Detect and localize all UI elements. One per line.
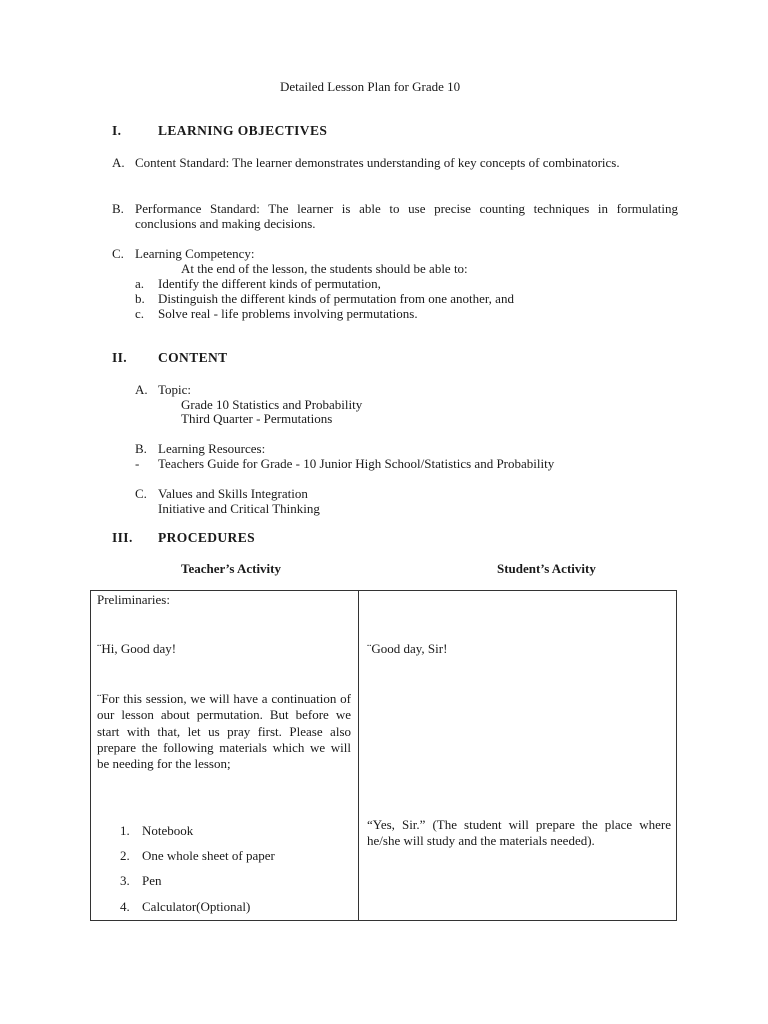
competency-item: Distinguish the different kinds of permutation from one another, and xyxy=(158,291,514,306)
section-heading-procedures: PROCEDURES xyxy=(158,530,256,545)
learning-resources-label: Learning Resources: xyxy=(158,441,266,456)
material-number: 3. xyxy=(120,873,130,888)
material-item: One whole sheet of paper xyxy=(142,848,275,863)
material-item: Notebook xyxy=(142,823,194,838)
student-response: “Yes, Sir.” (The student will prepare the place where he/she will study and the materials needed). xyxy=(367,817,671,849)
activity-table xyxy=(90,590,677,921)
material-number: 1. xyxy=(120,823,130,838)
content-b-marker: B. xyxy=(135,441,147,456)
topic-line-2: Third Quarter - Permutations xyxy=(181,411,333,426)
material-number: 2. xyxy=(120,848,130,863)
performance-standard-text: Performance Standard: The learner is able to use precise counting techniques in formulating conclusions and making decisions. xyxy=(135,201,678,231)
values-line: Initiative and Critical Thinking xyxy=(158,501,320,516)
content-c-marker: C. xyxy=(135,486,147,501)
preliminaries-label: Preliminaries: xyxy=(97,592,170,607)
student-greeting: ¨Good day, Sir! xyxy=(367,641,448,656)
objective-b-marker: B. xyxy=(112,201,124,216)
table-column-divider xyxy=(358,591,359,920)
teacher-session-text: ¨For this session, we will have a continuation of our lesson about permutation. But before we start with that, let us pray first. Please also prepare the following materials which we will be needing for the lesson; xyxy=(97,691,351,772)
topic-label: Topic: xyxy=(158,382,192,397)
competency-marker: a. xyxy=(135,276,145,291)
teacher-greeting: ¨Hi, Good day! xyxy=(97,641,177,656)
section-numeral-3: III. xyxy=(112,530,133,545)
topic-line-1: Grade 10 Statistics and Probability xyxy=(181,397,363,412)
material-number: 4. xyxy=(120,899,130,914)
objective-c-marker: C. xyxy=(112,246,124,261)
student-activity-header: Student’s Activity xyxy=(497,561,596,576)
section-heading-content: CONTENT xyxy=(158,350,228,365)
competency-item: Solve real - life problems involving permutations. xyxy=(158,306,418,321)
teacher-activity-header: Teacher’s Activity xyxy=(181,561,282,576)
values-label: Values and Skills Integration xyxy=(158,486,308,501)
resource-item: Teachers Guide for Grade - 10 Junior High School/Statistics and Probability xyxy=(158,456,555,471)
material-item: Pen xyxy=(142,873,162,888)
content-a-marker: A. xyxy=(135,382,148,397)
resource-dash: - xyxy=(135,456,140,471)
content-standard-text: Content Standard: The learner demonstrates understanding of key concepts of combinatorics. xyxy=(135,155,620,170)
competency-marker: b. xyxy=(135,291,145,306)
material-item: Calculator(Optional) xyxy=(142,899,251,914)
competency-marker: c. xyxy=(135,306,145,321)
objective-a-marker: A. xyxy=(112,155,125,170)
competency-intro: At the end of the lesson, the students should be able to: xyxy=(181,261,468,276)
section-heading-objectives: LEARNING OBJECTIVES xyxy=(158,123,328,138)
learning-competency-label: Learning Competency: xyxy=(135,246,255,261)
section-numeral-2: II. xyxy=(112,350,128,365)
document-title: Detailed Lesson Plan for Grade 10 xyxy=(280,79,461,94)
section-numeral-1: I. xyxy=(112,123,122,138)
competency-item: Identify the different kinds of permutation, xyxy=(158,276,381,291)
